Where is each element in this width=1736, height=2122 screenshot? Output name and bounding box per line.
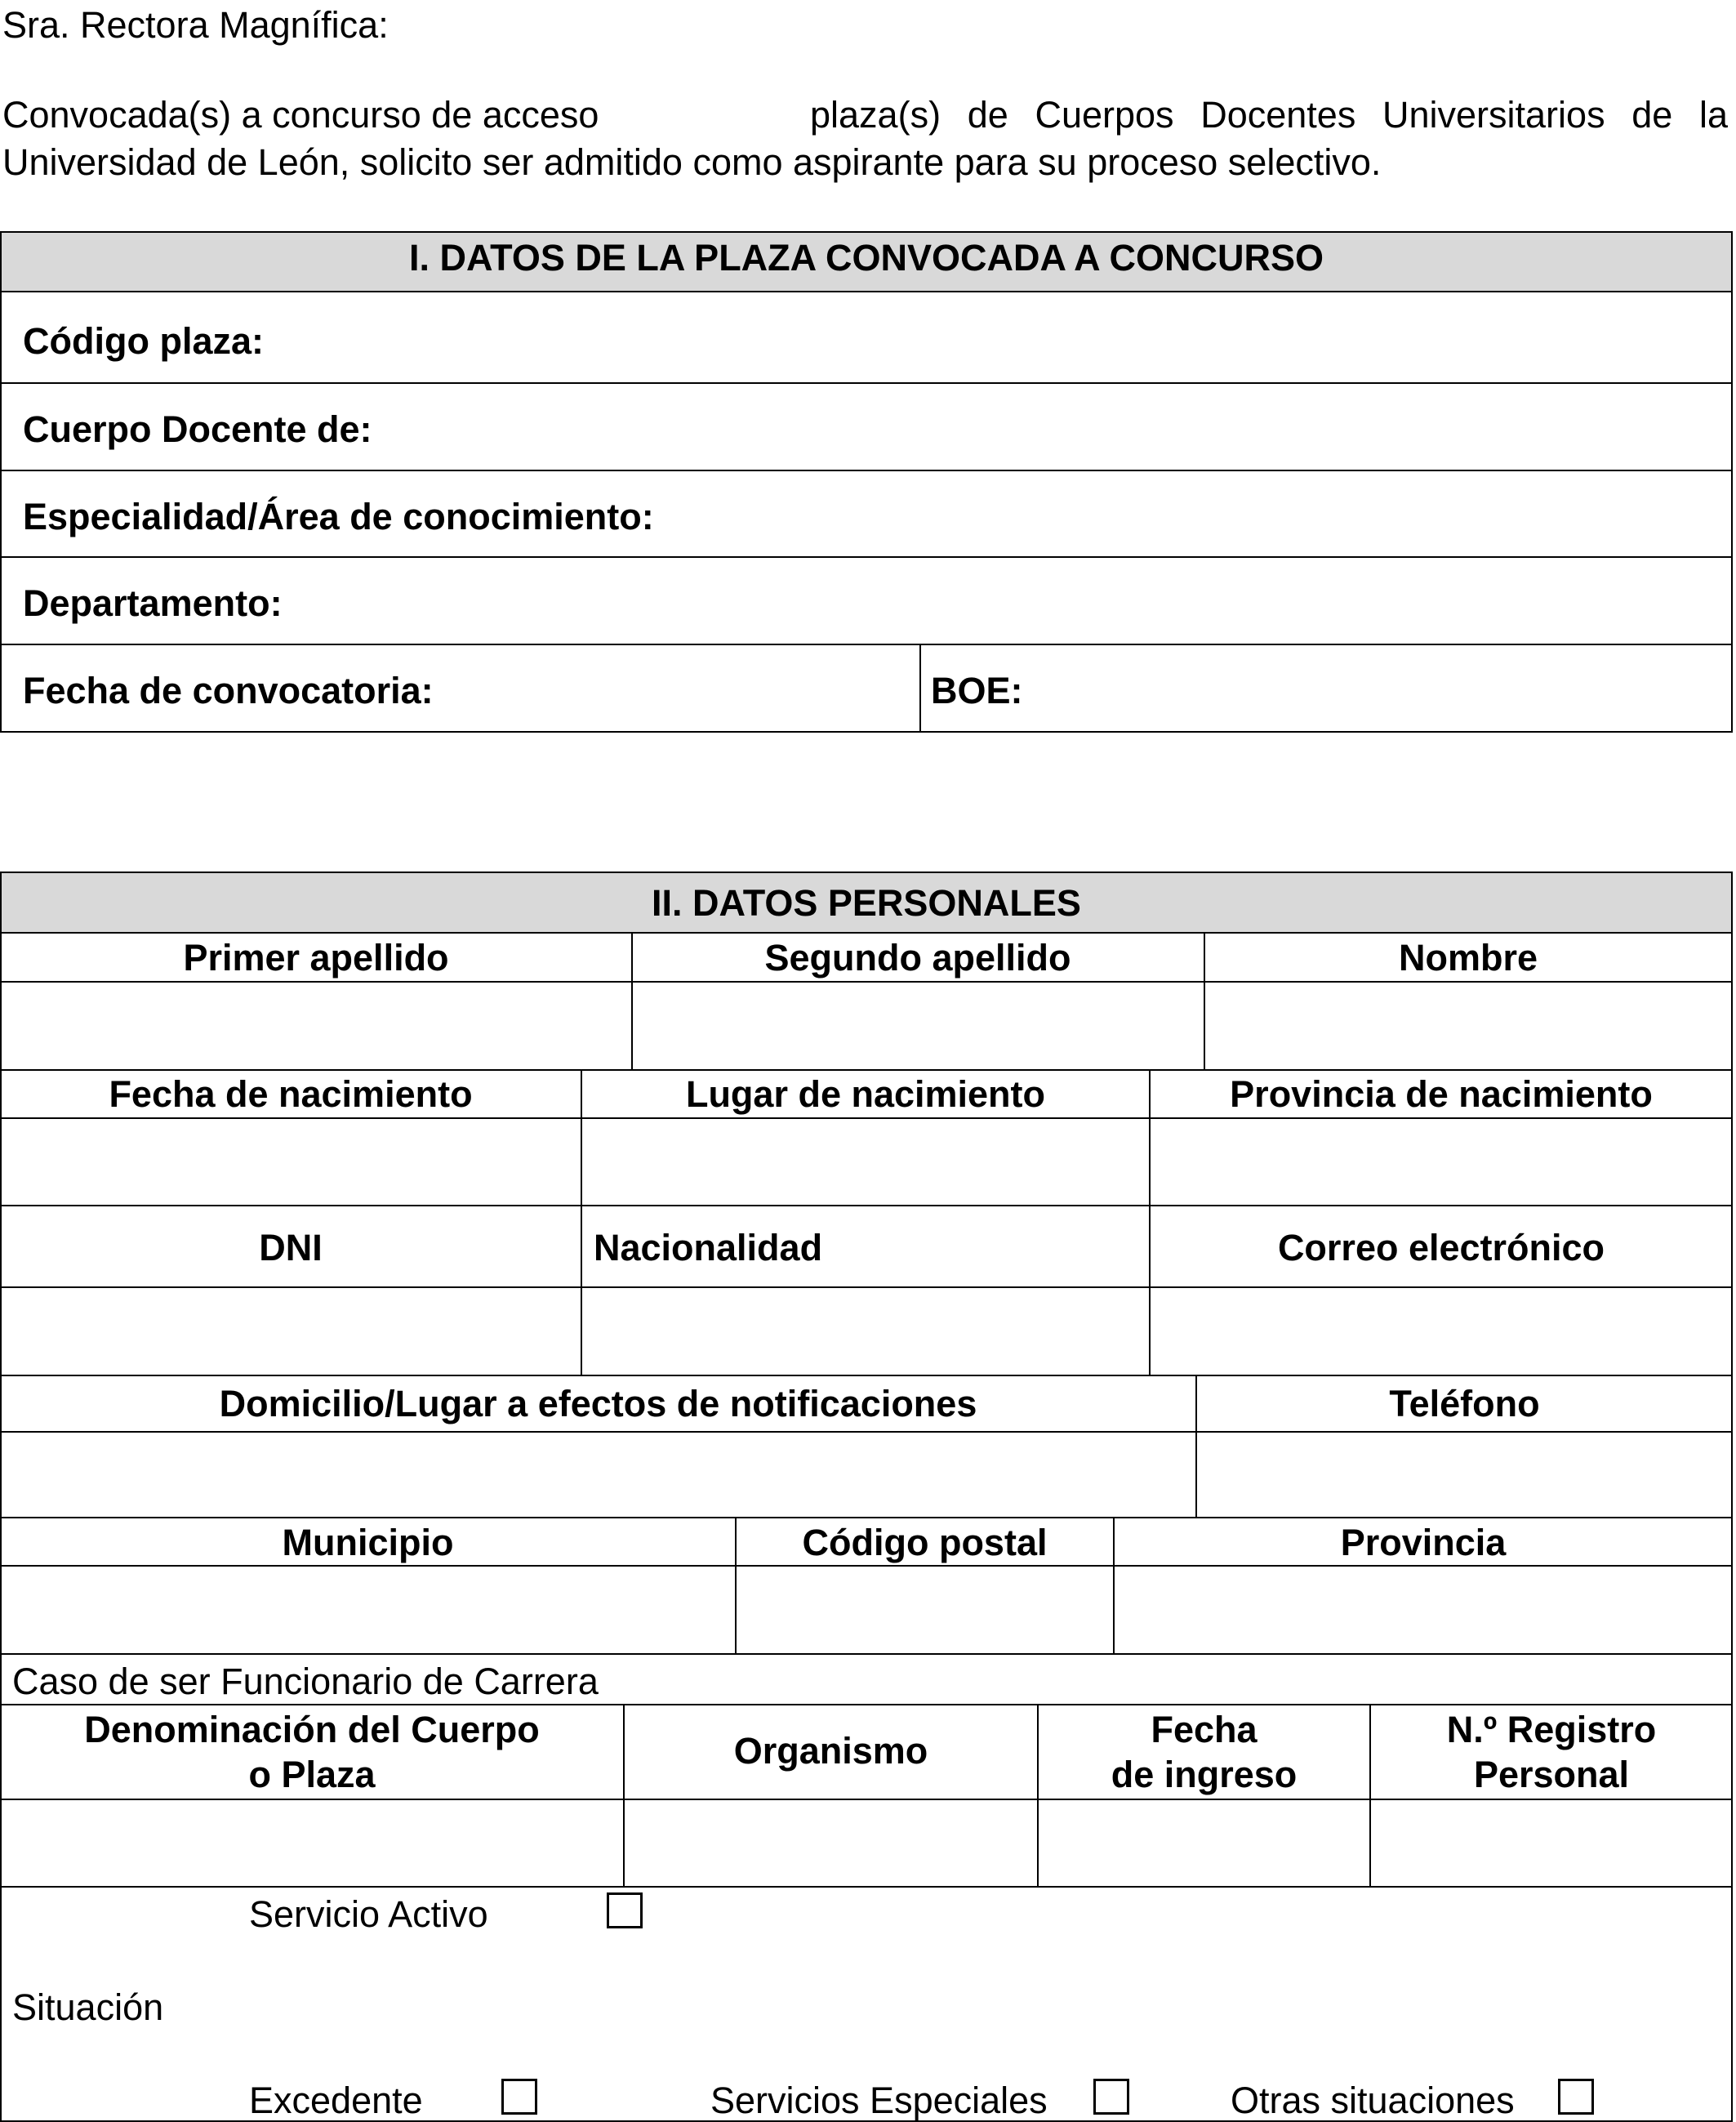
excedente-label: Excedente	[249, 2080, 423, 2121]
fecha-ingreso-header: Fecha de ingreso	[1111, 1709, 1298, 1795]
codigo-plaza-input[interactable]	[310, 302, 1723, 376]
otras-situaciones-checkbox[interactable]	[1558, 2079, 1594, 2115]
correo-input[interactable]	[1154, 1292, 1728, 1371]
fecha-nacimiento-input[interactable]	[5, 1123, 576, 1201]
otras-situaciones-label: Otras situaciones	[1231, 2080, 1515, 2121]
fecha-convocatoria-label: Fecha de convocatoria:	[23, 670, 434, 711]
lugar-nacimiento-label: Lugar de nacimiento	[685, 1073, 1046, 1115]
salutation: Sra. Rectora Magnífica:	[2, 4, 389, 46]
codigo-postal-label: Código postal	[802, 1522, 1048, 1563]
nacionalidad-label: Nacionalidad	[594, 1227, 823, 1268]
intro-line2: Universidad de León, solicito ser admitido como aspirante para su proceso selectivo.	[2, 141, 1382, 183]
situacion-label: Situación	[12, 1986, 164, 2028]
codigo-plaza-label: Código plaza:	[23, 320, 264, 362]
registro-personal-input[interactable]	[1374, 1804, 1728, 1883]
servicio-activo-label: Servicio Activo	[249, 1893, 488, 1935]
nombre-input[interactable]	[1209, 987, 1728, 1065]
correo-label: Correo electrónico	[1277, 1227, 1605, 1268]
telefono-label: Teléfono	[1389, 1383, 1540, 1424]
section-plaza-title: I. DATOS DE LA PLAZA CONVOCADA A CONCURSO	[408, 237, 1324, 279]
organismo-input[interactable]	[628, 1804, 1033, 1883]
excedente-checkbox[interactable]	[501, 2079, 537, 2115]
denominacion-header: Denominación del Cuerpo o Plaza	[84, 1709, 540, 1795]
segundo-apellido-input[interactable]	[637, 987, 1200, 1065]
nombre-label: Nombre	[1398, 937, 1538, 979]
plazas-count-input[interactable]	[678, 91, 800, 134]
boe-input[interactable]	[1045, 652, 1723, 725]
funcionario-caption: Caso de ser Funcionario de Carrera	[12, 1661, 599, 1702]
nacionalidad-input[interactable]	[586, 1292, 1145, 1371]
especialidad-label: Especialidad/Área de conocimiento:	[23, 496, 654, 537]
section-personales-title: II. DATOS PERSONALES	[652, 882, 1081, 924]
servicio-activo-checkbox[interactable]	[607, 1892, 643, 1928]
fecha-convocatoria-input[interactable]	[490, 652, 906, 725]
telefono-input[interactable]	[1200, 1437, 1728, 1513]
domicilio-label: Domicilio/Lugar a efectos de notificaciones	[219, 1383, 977, 1424]
municipio-input[interactable]	[5, 1571, 732, 1649]
registro-personal-header: N.º Registro Personal	[1446, 1709, 1657, 1795]
provincia-input[interactable]	[1118, 1571, 1728, 1649]
primer-apellido-input[interactable]	[5, 987, 627, 1065]
boe-label: BOE:	[931, 670, 1023, 711]
provincia-nacimiento-input[interactable]	[1154, 1123, 1728, 1201]
fecha-ingreso-input[interactable]	[1042, 1804, 1365, 1883]
servicios-especiales-label: Servicios Especiales	[710, 2080, 1048, 2121]
denominacion-input[interactable]	[5, 1804, 619, 1883]
lugar-nacimiento-input[interactable]	[586, 1123, 1145, 1201]
dni-label: DNI	[259, 1227, 323, 1268]
intro-line1-part2: plaza(s) de Cuerpos Docentes Universitarios de la	[810, 94, 1728, 136]
cuerpo-docente-input[interactable]	[425, 390, 1723, 464]
municipio-label: Municipio	[282, 1522, 454, 1563]
servicios-especiales-checkbox[interactable]	[1093, 2079, 1129, 2115]
fecha-nacimiento-label: Fecha de nacimiento	[109, 1073, 473, 1115]
provincia-label: Provincia	[1340, 1522, 1507, 1563]
codigo-postal-input[interactable]	[740, 1571, 1109, 1649]
intro-line1-part1: Convocada(s) a concurso de acceso	[2, 94, 599, 136]
departamento-label: Departamento:	[23, 582, 283, 624]
segundo-apellido-label: Segundo apellido	[764, 937, 1071, 979]
domicilio-input[interactable]	[5, 1437, 1191, 1513]
dni-input[interactable]	[5, 1292, 576, 1371]
especialidad-input[interactable]	[735, 478, 1723, 550]
organismo-header: Organismo	[733, 1730, 928, 1772]
provincia-nacimiento-label: Provincia de nacimiento	[1230, 1073, 1653, 1115]
cuerpo-docente-label: Cuerpo Docente de:	[23, 408, 372, 450]
departamento-input[interactable]	[327, 564, 1723, 637]
primer-apellido-label: Primer apellido	[183, 937, 449, 979]
